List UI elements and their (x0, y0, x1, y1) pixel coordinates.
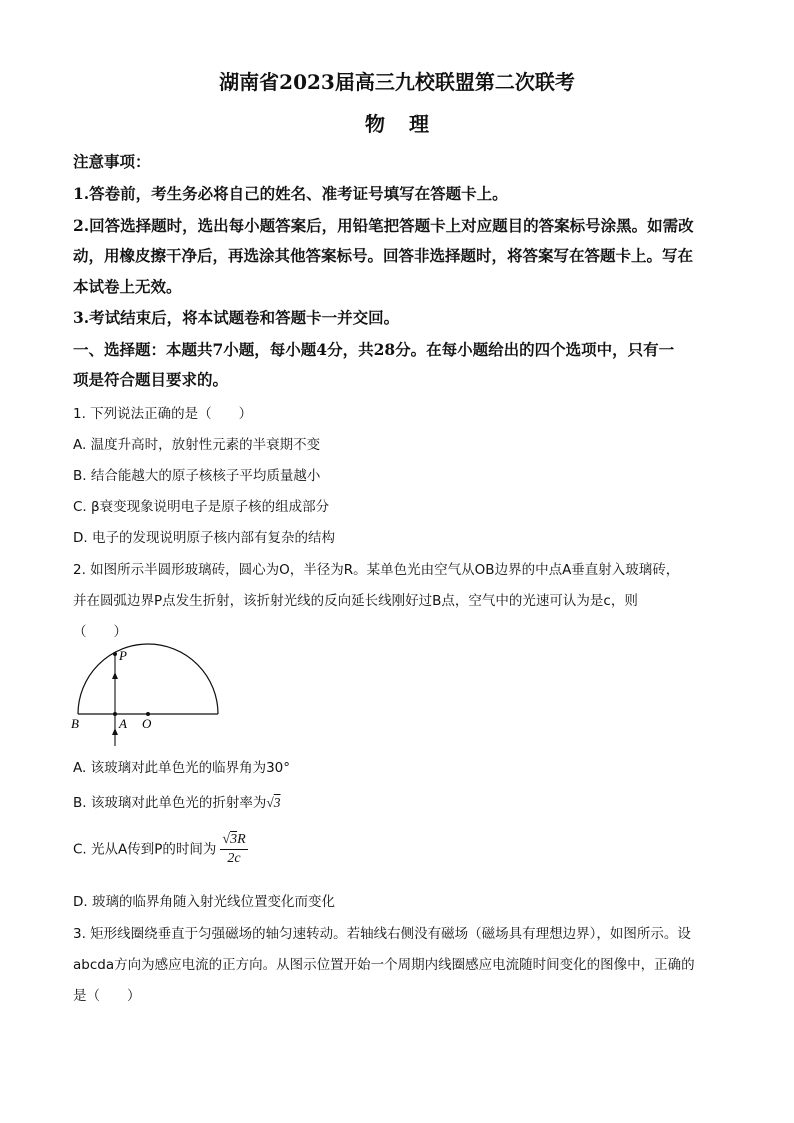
q2-option-c-text: C. 光从A传到P的时间为 (73, 841, 217, 858)
semicircle-arc (78, 644, 218, 714)
section-1-heading-line-2: 项是符合题目要求的。 (73, 370, 229, 389)
label-a: A (119, 716, 127, 731)
fraction-numerator-rest: R (237, 832, 246, 847)
subject-title: 物理 (365, 112, 453, 136)
sqrt-symbol: √ (266, 795, 274, 810)
fraction-radicand: 3 (230, 832, 238, 847)
q1-option-b: B. 结合能越大的原子核核子平均质量越小 (73, 468, 321, 484)
q1-stem: 1. 下列说法正确的是（ ） (73, 406, 253, 422)
notice-item-2-line-1: 2.回答选择题时，选出每小题答案后，用铅笔把答题卡上对应题目的答案标号涂黑。如需改 (73, 216, 694, 235)
q2-option-c-fraction (220, 832, 247, 867)
q2-option-b-radicand: 3 (273, 795, 281, 810)
q2-option-d: D. 玻璃的临界角随入射光线位置变化而变化 (73, 894, 335, 910)
point-p (113, 652, 117, 656)
notice-item-2-line-3: 本试卷上无效。 (73, 277, 182, 296)
ray-arrow-lower (112, 728, 118, 735)
q2-stem-line-1: 2. 如图所示半圆形玻璃砖，圆心为O，半径为R。某单色光由空气从OB边界的中点A垂直射入玻璃砖， (73, 562, 680, 578)
fraction-denominator: 2c (227, 851, 241, 866)
q2-option-b (73, 791, 723, 811)
sqrt-symbol: √ (222, 832, 231, 847)
notice-item-1: 1.答卷前，考生务必将自己的姓名、准考证号填写在答题卡上。 (73, 184, 508, 203)
notice-item-2-line-2: 动，用橡皮擦干净后，再选涂其他答案标号。回答非选择题时，将答案写在答题卡上。写在 (73, 246, 694, 265)
section-1-heading-line-1: 一、选择题：本题共7小题，每小题4分，共28分。在每小题给出的四个选项中，只有一 (73, 340, 675, 359)
point-a (113, 712, 117, 716)
ray-arrow-upper (112, 672, 118, 679)
semicircle-glass-figure (68, 640, 228, 750)
q2-option-a: A. 该玻璃对此单色光的临界角为30° (73, 760, 291, 776)
label-p: P (119, 648, 127, 663)
q2-stem-line-2: 并在圆弧边界P点发生折射，该折射光线的反向延长线刚好过B点，空气中的光速可认为是c，则 (73, 593, 638, 609)
q2-option-c (73, 832, 723, 867)
q1-option-c: C. β衰变现象说明电子是原子核的组成部分 (73, 499, 330, 515)
label-b: B (71, 716, 79, 731)
q2-option-b-text: B. 该玻璃对此单色光的折射率为 (73, 795, 267, 811)
q1-option-d: D. 电子的发现说明原子核内部有复杂的结构 (73, 530, 335, 546)
q3-stem-line-2: abcda方向为感应电流的正方向。从图示位置开始一个周期内线圈感应电流随时间变化的图像中，正确的 (73, 957, 695, 973)
q2-stem-line-3: （ ） (73, 624, 127, 640)
label-o: O (142, 716, 152, 731)
q3-stem-line-1: 3. 矩形线圈绕垂直于匀强磁场的轴匀速转动。若轴线右侧没有磁场（磁场具有理想边界），如图所示。设 (73, 926, 691, 942)
exam-title: 湖南省2023届高三九校联盟第二次联考 (219, 70, 575, 94)
notice-item-3: 3.考试结束后，将本试题卷和答题卡一并交回。 (73, 308, 400, 327)
q1-option-a: A. 温度升高时，放射性元素的半衰期不变 (73, 437, 321, 453)
q3-stem-line-3: 是（ ） (73, 988, 141, 1004)
notice-heading: 注意事项： (73, 152, 151, 171)
